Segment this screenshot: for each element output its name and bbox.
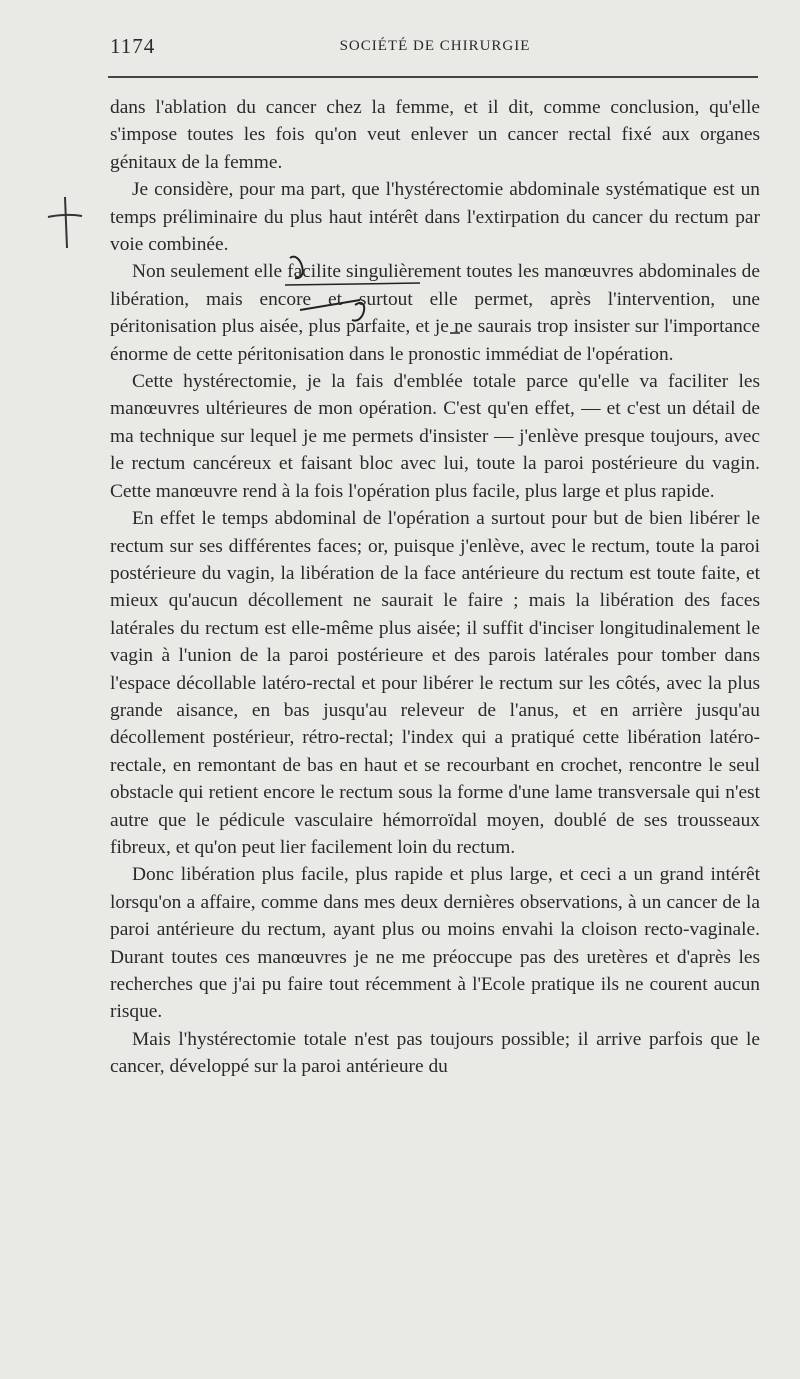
paragraph: Je considère, pour ma part, que l'hystérectomie abdominale systématique est un temps préliminaire du plus haut intérêt dans l'extirpation du cancer du rectum par voie combinée.: [110, 179, 760, 256]
paragraph: Donc libération plus facile, plus rapide et plus large, et ceci a un grand intérêt lorsqu'on a affaire, comme dans mes deux dernières observations, à un cancer de la paroi antérieure du rectum, ayant plus ou moins envahi la cloison recto-vaginale. Durant toutes ces manœuvres je ne me préoccupe pas des uretères et d'après les recherches que j'ai pu faire tout récemment à l'Ecole pratique ils ne courent aucun risque.: [110, 864, 760, 1023]
paragraph: Non seulement elle facilite singulièrement toutes les manœuvres abdominales de libération, mais encore et surtout elle permet, après l'intervention, une péritonisation plus aisée, plus parfaite, et je ne saurais trop insister sur l'importance énorme de cette péritonisation dans le pronostic immédiat de l'opération.: [110, 261, 760, 365]
paragraph: Cette hystérectomie, je la fais d'emblée totale parce qu'elle va faciliter les manœuvres ultérieures de mon opération. C'est qu'en effet, — et c'est un détail de ma technique sur lequel je me permets d'insister — j'enlève presque toujours, avec le rectum cancéreux et faisant bloc avec lui, toute la paroi postérieure du vagin. Cette manœuvre rend à la fois l'opération plus facile, plus large et plus rapide.: [110, 371, 760, 502]
paragraph: Mais l'hystérectomie totale n'est pas toujours possible; il arrive parfois que le cancer, développé sur la paroi antérieure du: [110, 1028, 760, 1078]
running-head: SOCIÉTÉ DE CHIRURGIE: [339, 38, 531, 54]
header-rule: [108, 76, 758, 78]
page-header: [0, 0, 800, 80]
paragraph: En effet le temps abdominal de l'opération a surtout pour but de bien libérer le rectum sur ses différentes faces; or, puisque j'enlève, avec le rectum, toute la paroi postérieure du vagin, la libération de la face antérieure du rectum est toute faite, et mieux qu'aucun décollement ne saurait le faire ; mais la libération des faces latérales du rectum est elle-même plus aisée; il suffit d'inciser longitudinalement le vagin à l'union de la paroi postérieure et des parois latérales pour tomber dans l'espace décollable latéro-rectal et pour libérer le rectum sur les côtés, avec la plus grande aisance, en bas jusqu'au releveur de l'anus, et en arrière jusqu'au décollement postérieur, rétro-rectal; l'index qui a pratiqué cette libération latéro-rectale, en remontant de bas en haut et se recourbant en crochet, rencontre le seul obstacle qui retient encore le rectum sous la forme d'une lame transversale qui n'est autre que le pédicule vasculaire hémorroïdal moyen, doublé de ses trousseaux fibreux, et qu'on peut lier facilement loin du rectum.: [110, 508, 760, 858]
margin-cross-mark: [45, 195, 85, 250]
body-text: [110, 94, 760, 1081]
page-number: 1174: [110, 34, 156, 58]
paragraph: dans l'ablation du cancer chez la femme, et il dit, comme conclusion, qu'elle s'impose toutes les fois qu'on veut enlever un cancer rectal fixé aux organes génitaux de la femme.: [110, 97, 760, 173]
